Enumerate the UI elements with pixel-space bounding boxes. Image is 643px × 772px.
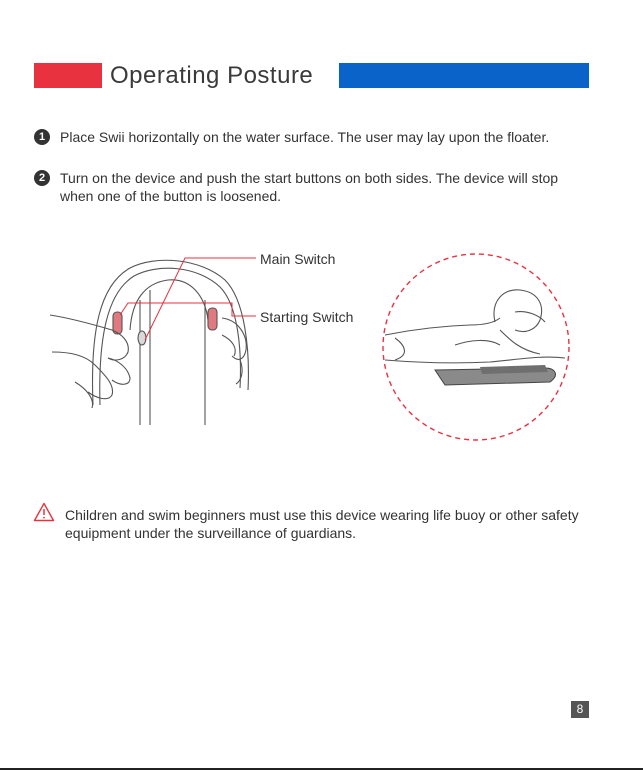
main-switch-label: Main Switch bbox=[260, 251, 336, 267]
warning-triangle-icon bbox=[33, 502, 55, 522]
swimmer-on-device-illustration bbox=[383, 254, 569, 440]
page-title: Operating Posture bbox=[110, 62, 314, 89]
step-text: Turn on the device and push the start buttons on both sides. The device will stop when one of the button is loosened. bbox=[60, 170, 559, 204]
step-number-badge: 2 bbox=[34, 170, 50, 186]
bottom-rule bbox=[0, 768, 643, 770]
starting-switch-label: Starting Switch bbox=[260, 309, 354, 325]
warning-text: Children and swim beginners must use this device wearing life buoy or other safety equipment under the surveillance of guardians. bbox=[65, 507, 579, 541]
step-number-badge: 1 bbox=[34, 129, 50, 145]
page-number: 8 bbox=[571, 701, 589, 718]
step-text: Place Swii horizontally on the water surface. The user may lay upon the floater. bbox=[60, 129, 550, 145]
hands-on-device-illustration bbox=[50, 260, 248, 425]
